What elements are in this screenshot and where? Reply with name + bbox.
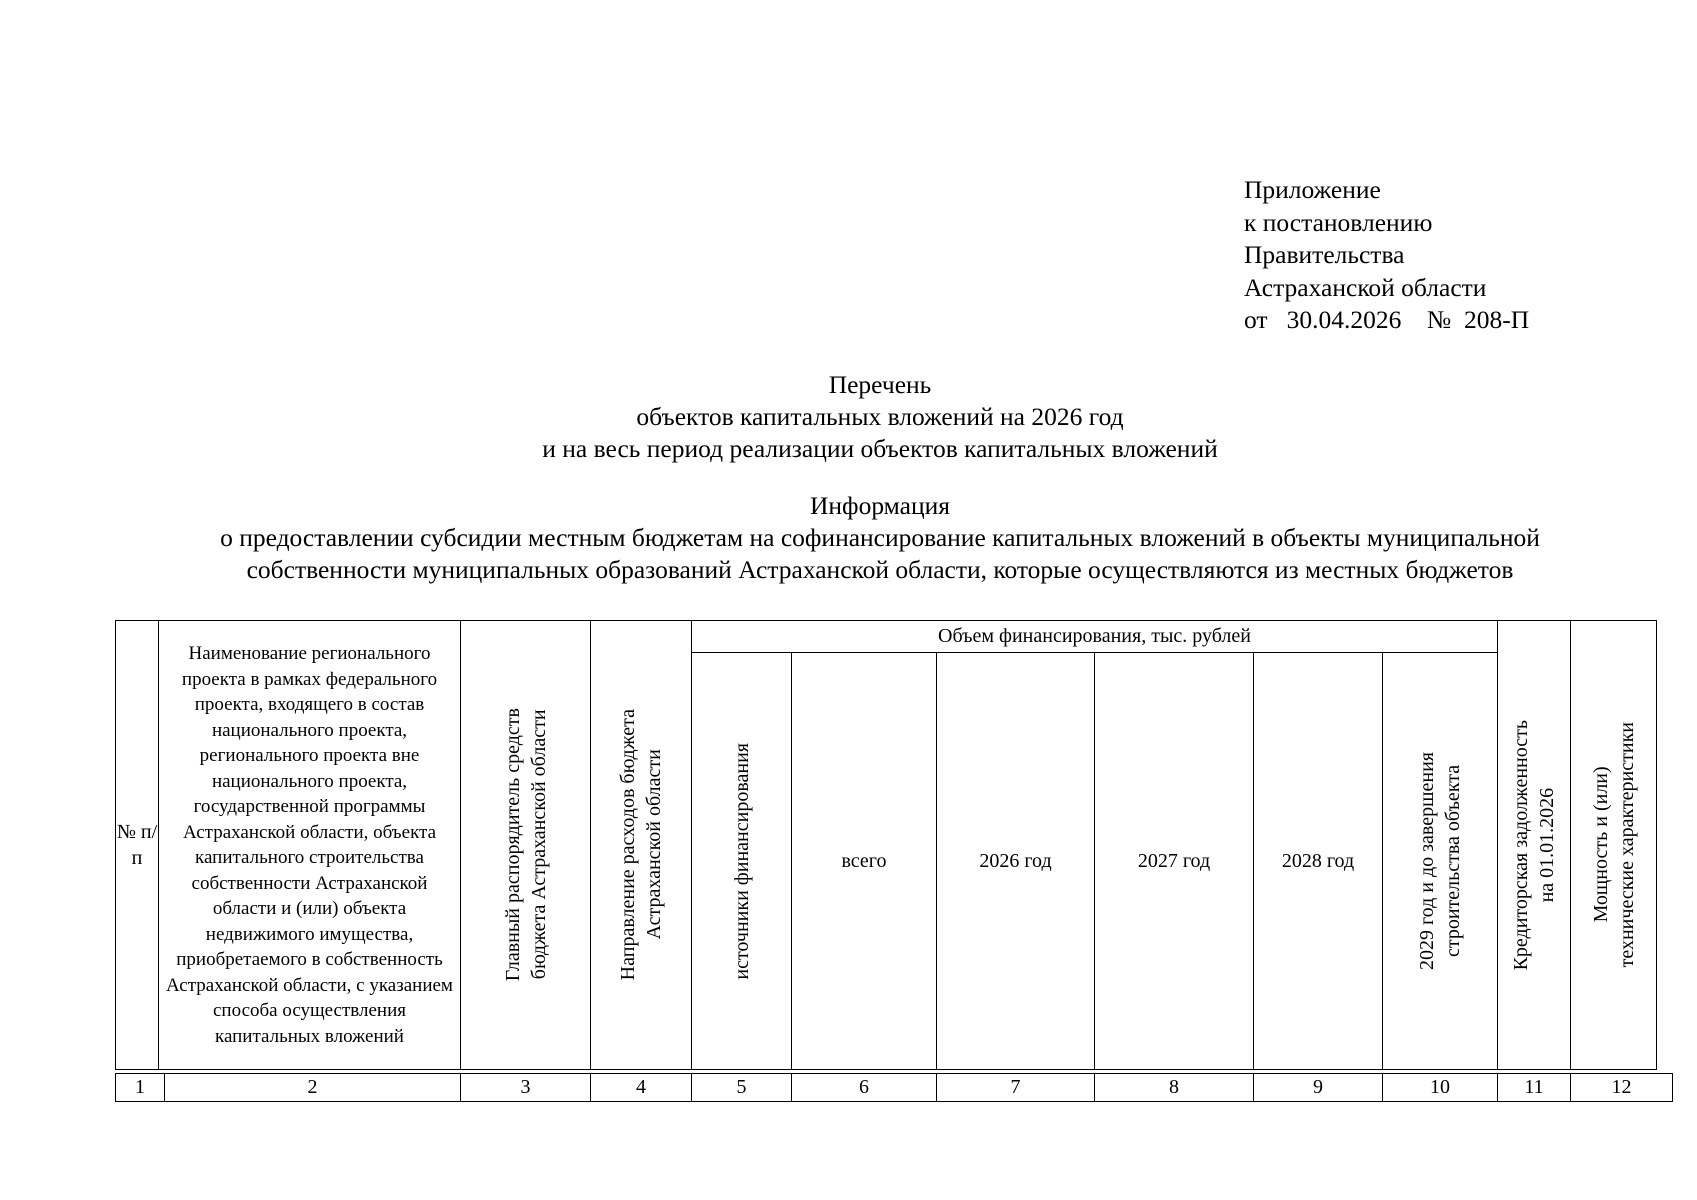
appendix-block bbox=[1244, 174, 1529, 337]
subtitle-line-1: Информация bbox=[809, 491, 950, 520]
header-debt-line-1: Кредиторская задолженность bbox=[1510, 719, 1532, 971]
header-debt-line-2: на 01.01.2026 bbox=[1536, 787, 1558, 903]
document-title bbox=[0, 369, 1697, 465]
header-name-label: Наименование регионального проекта в рамках федерального проекта, входящего в состав национального проекта, регионального проекта вне национального проекта, государственной программы Астраханской области, объекта капитального строительства собственности Астраханской области и (или) объекта недвижимого имущества, приобретаемого в собственность Астраханской области, с указанием способа осуществления капитальных вложений bbox=[166, 643, 453, 1047]
header-2026 bbox=[937, 653, 1095, 1070]
header-num bbox=[116, 621, 159, 1070]
header-2027 bbox=[1095, 653, 1254, 1070]
column-number-cell: 6 bbox=[792, 1074, 937, 1102]
column-number-cell: 2 bbox=[165, 1074, 461, 1102]
subtitle-line-3: собственности муниципальных образований Астраханской области, которые осуществляются из местных бюджетов bbox=[246, 555, 1514, 584]
column-number-cell: 5 bbox=[692, 1074, 792, 1102]
header-capacity bbox=[1571, 621, 1657, 1070]
column-number-table bbox=[115, 1073, 1673, 1102]
header-sources-label: источники финансирования bbox=[730, 742, 753, 980]
header-capacity-line-2: технические характеристики bbox=[1615, 722, 1638, 968]
header-manager-line-2: бюджета Астраханской области bbox=[527, 710, 550, 980]
column-number-cell: 10 bbox=[1383, 1074, 1498, 1102]
subtitle-line-2: о предоставлении субсидии местным бюджетам на софинансирование капитальных вложений в объекты муниципальной bbox=[220, 523, 1540, 552]
header-2026-label: 2026 год bbox=[979, 849, 1052, 872]
column-number-cell: 9 bbox=[1254, 1074, 1383, 1102]
header-funding-group bbox=[692, 621, 1498, 653]
document-subtitle bbox=[0, 490, 1697, 586]
header-total-label: всего bbox=[841, 849, 887, 872]
header-manager-line-1: Главный распорядитель средств bbox=[501, 708, 524, 982]
header-table bbox=[115, 620, 1657, 1070]
column-number-cell: 12 bbox=[1571, 1074, 1673, 1102]
header-funding-group-label: Объем финансирования, тыс. рублей bbox=[938, 625, 1251, 647]
header-direction-line-1: Направление расходов бюджета bbox=[617, 709, 639, 981]
appendix-line-3: Правительства bbox=[1244, 240, 1405, 269]
header-debt bbox=[1498, 621, 1571, 1070]
header-num-label: № п/п bbox=[116, 821, 158, 869]
column-number-cell: 7 bbox=[937, 1074, 1095, 1102]
header-2028 bbox=[1254, 653, 1383, 1070]
header-2027-label: 2027 год bbox=[1137, 849, 1211, 872]
header-2029-line-1: 2029 год и до завершения bbox=[1416, 751, 1438, 971]
title-line-1: Перечень bbox=[828, 370, 932, 399]
header-manager bbox=[461, 621, 591, 1070]
column-number-cell: 4 bbox=[591, 1074, 692, 1102]
header-2028-label: 2028 год bbox=[1281, 849, 1355, 872]
title-line-3: и на весь период реализации объектов капитальных вложений bbox=[542, 434, 1218, 463]
header-name bbox=[159, 621, 461, 1070]
header-direction bbox=[591, 621, 692, 1070]
header-direction-line-2: Астраханской области bbox=[643, 749, 665, 941]
column-number-cell: 11 bbox=[1498, 1074, 1571, 1102]
title-line-2: объектов капитальных вложений на 2026 год bbox=[636, 402, 1124, 431]
appendix-line-4: Астраханской области bbox=[1244, 272, 1487, 302]
column-number-cell: 3 bbox=[461, 1074, 591, 1102]
header-total bbox=[792, 653, 937, 1070]
column-number-cell: 1 bbox=[116, 1074, 165, 1102]
header-2029-line-2: строительства объекта bbox=[1442, 764, 1464, 958]
header-capacity-line-1: Мощность и (или) bbox=[1589, 766, 1612, 924]
header-sources bbox=[692, 653, 792, 1070]
appendix-line-5: от 30.04.2026 № 208-П bbox=[1244, 305, 1530, 334]
appendix-line-2: к постановлению bbox=[1244, 207, 1433, 237]
header-2029 bbox=[1383, 653, 1498, 1070]
appendix-line-1: Приложение bbox=[1244, 175, 1381, 204]
column-number-cell: 8 bbox=[1095, 1074, 1254, 1102]
